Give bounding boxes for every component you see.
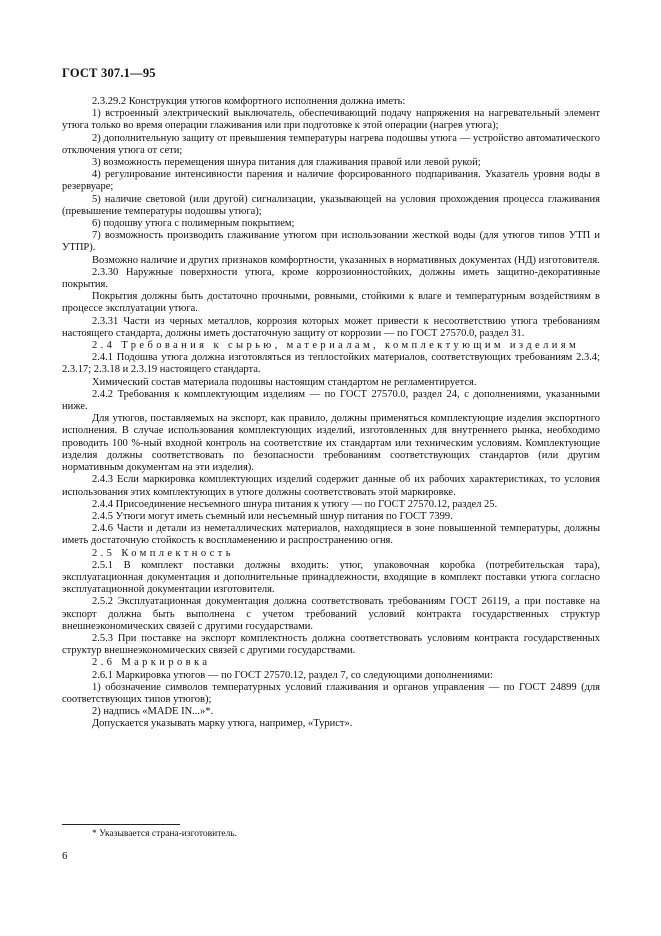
footnote-divider: [62, 824, 180, 825]
paragraph: 2.3.31 Части из черных металлов, коррозия которых может привести к несоответствию утюга требованиям настоящего стандарта, должны иметь достаточную защиту от коррозии — по ГОСТ 27570.0, раздел 31.: [62, 315, 600, 339]
paragraph: 2.4.6 Части и детали из неметаллических материалов, находящиеся в зоне повышенной температуры, должны иметь достаточную стойкость к воспламенению и распространению огня.: [62, 523, 600, 547]
list-item: 5) наличие световой (или другой) сигнализации, указывающей на условия прохождения процесса глаживания (превышение температуры подошвы утюга);: [62, 193, 600, 217]
paragraph: 2.5.3 При поставке на экспорт комплектность должна соответствовать условиям контракта государственных структур внешнеэкономических связей с другими государствами.: [62, 632, 600, 657]
footnote: * Указывается страна-изготовитель.: [92, 829, 238, 839]
list-item: 3) возможность перемещения шнура питания для глаживания правой или левой рукой;: [92, 157, 481, 169]
paragraph: Возможно наличие и других признаков комфортности, указанных в нормативных документах (НД) изготовителя.: [92, 254, 600, 266]
list-item: 4) регулирование интенсивности парения и наличие форсированного подпаривания. Указатель уровня воды в резервуаре;: [62, 169, 600, 193]
document-header: ГОСТ 307.1—95: [62, 66, 156, 80]
list-item: 2) надпись «MADE IN...»*.: [92, 706, 214, 718]
paragraph: Допускается указывать марку утюга, например, «Турист».: [92, 718, 353, 730]
section-heading: 2.4 Требования к сырью, материалам, комплектующим изделиям: [92, 340, 580, 352]
list-item: 6) подошву утюга с полимерным покрытием;: [92, 218, 295, 230]
paragraph: 2.6.1 Маркировка утюгов — по ГОСТ 27570.12, раздел 7, со следующими дополнениями:: [92, 669, 493, 681]
section-heading: 2.5 Комплектность: [92, 547, 234, 559]
paragraph: Покрытия должны быть достаточно прочными, ровными, стойкими к влаге и температурным воздействиям в процессе эксплуатации утюга.: [62, 291, 600, 315]
list-item: 2) дополнительную защиту от превышения температуры нагрева подошвы утюга — устройство автоматического отключения утюга от сети;: [62, 132, 600, 156]
paragraph: 2.5.1 В комплект поставки должны входить: утюг, упаковочная коробка (потребительская тара), эксплуатационная документация и дополнительные принадлежности, входящие в комплект поставки утюга согласно эксплуатационной документации изготовителя.: [62, 559, 600, 596]
list-item: 1) встроенный электрический выключатель, обеспечивающий подачу напряжения на нагревательный элемент утюга только во время операции глаживания или при подготовке к этой операции (нагрев утюга);: [62, 108, 600, 132]
paragraph: 2.4.3 Если маркировка комплектующих изделий содержит данные об их рабочих характеристиках, то условия использования этих комплектующих в утюге должны соответствовать этой маркировке.: [62, 474, 600, 498]
paragraph: 2.4.2 Требования к комплектующим изделиям — по ГОСТ 27570.0, раздел 24, с дополнениями, указанными ниже.: [62, 388, 600, 413]
paragraph: 2.4.1 Подошва утюга должна изготовляться из теплостойких материалов, соответствующих требованиям 2.3.4; 2.3.17; 2.3.18 и 2.3.19 настоящего стандарта.: [62, 352, 600, 376]
page-number: 6: [62, 850, 68, 862]
paragraph: 2.4.4 Присоединение несъемного шнура питания к утюгу — по ГОСТ 27570.12, раздел 25.: [92, 498, 498, 510]
paragraph: 2.5.2 Эксплуатационная документация должна соответствовать требованиям ГОСТ 26119, а при поставке на экспорт должна быть выполнена с учетом требований условий контракта государственных структур внешнеэкономических связей с другими государствами.: [62, 596, 600, 632]
paragraph: 2.3.29.2 Конструкция утюгов комфортного исполнения должна иметь:: [92, 96, 406, 107]
list-item: 1) обозначение символов температурных условий глаживания и органов управления — по ГОСТ 24899 (для соответствующих типов утюгов);: [62, 681, 600, 705]
document-body: [62, 96, 600, 731]
section-heading: 2.6 Маркировка: [92, 657, 211, 669]
paragraph: 2.4.5 Утюги могут иметь съемный или несъемный шнур питания по ГОСТ 7399.: [92, 510, 453, 522]
paragraph: Химический состав материала подошвы настоящим стандартом не регламентируется.: [92, 376, 477, 388]
list-item: 7) возможность производить глаживание утюгом при использовании жесткой воды (для утюгов типов УТП и УТПР).: [62, 230, 600, 254]
paragraph: 2.3.30 Наружные поверхности утюга, кроме коррозионностойких, должны иметь защитно-декоративные покрытия.: [62, 266, 600, 291]
paragraph: Для утюгов, поставляемых на экспорт, как правило, должны применяться комплектующие изделия экспортного исполнения. В случае использования комплектующих изделий, изготовленных для внутреннего рынка, необходимо проводить 100 %-ный входной контроль на соответствие их стандартам или техническим условиям. Комплектующие изделия должны соответствовать по безопасности требованиям соответствующих стандартов (или другим нормативным документам на эти изделия).: [62, 413, 600, 474]
